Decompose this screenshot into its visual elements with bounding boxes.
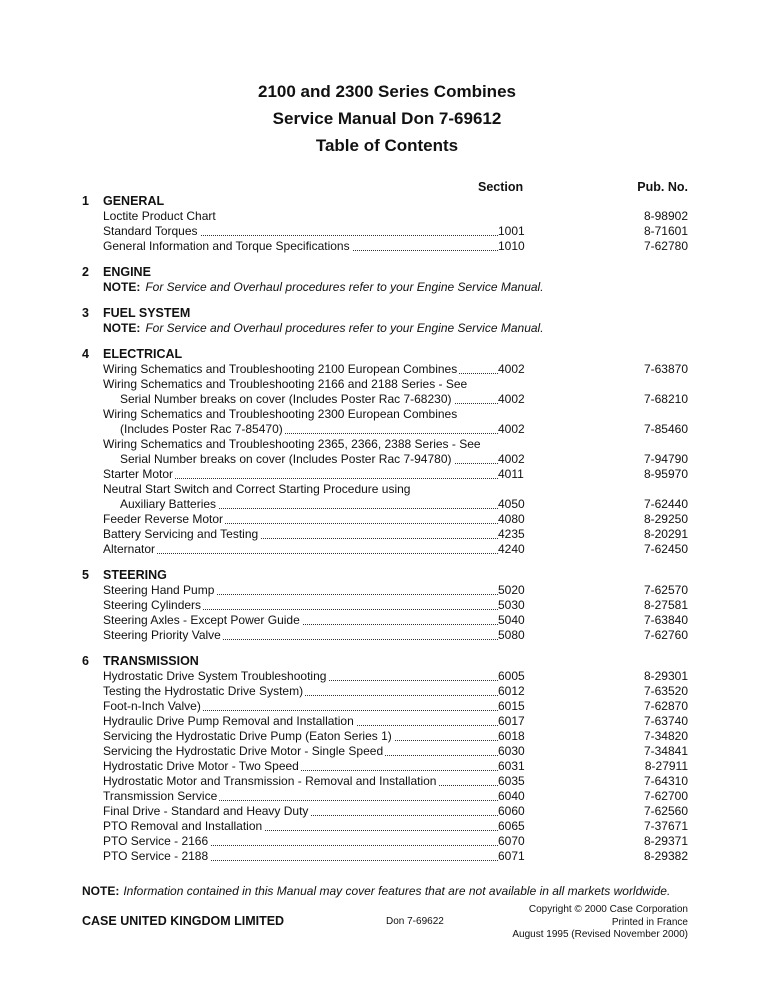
entry-title: Servicing the Hydrostatic Drive Motor - Single Speed [103, 744, 384, 758]
dot-leader [103, 628, 498, 643]
entry-pub-number: 7-63740 [643, 714, 688, 728]
section-number: 4 [82, 347, 89, 361]
entry-pub-number: 7-62440 [643, 497, 688, 511]
entry-pub-number: 8-98902 [643, 209, 688, 223]
section-note [103, 321, 774, 336]
entry-title: Foot-n-Inch Valve) [103, 699, 201, 713]
note-label: NOTE: [103, 321, 141, 335]
revision-date: August 1995 (Revised November 2000) [512, 929, 688, 940]
entry-pub-number: 8-71601 [643, 224, 688, 238]
toc-entry[interactable] [0, 467, 774, 482]
toc-entry[interactable] [0, 789, 774, 804]
footer-note-label: NOTE: [82, 884, 120, 898]
footer-note [82, 884, 670, 898]
toc-entry[interactable] [0, 684, 774, 699]
toc-entry-line [0, 437, 774, 452]
toc-entry-line [0, 224, 774, 239]
title-line-1: 2100 and 2300 Series Combines [258, 82, 516, 101]
section-title: STEERING [103, 568, 167, 582]
entry-pub-number: 8-29382 [643, 849, 688, 863]
section-title: ENGINE [103, 265, 151, 279]
toc-entry-line [0, 392, 774, 407]
toc-entry-line [0, 789, 774, 804]
toc-entry-line [0, 452, 774, 467]
entry-section-number: 4240 [498, 542, 525, 556]
entry-title: Wiring Schematics and Troubleshooting 2100 European Combines [103, 362, 458, 376]
entry-pub-number: 7-37671 [643, 819, 688, 833]
dot-leader [103, 729, 498, 744]
toc-entry[interactable] [0, 437, 774, 467]
dot-leader [103, 512, 498, 527]
entry-title: Hydrostatic Drive System Troubleshooting [103, 669, 327, 683]
toc-entry-line [0, 512, 774, 527]
entry-section-number: 6065 [498, 819, 525, 833]
footer-note-text: Information contained in this Manual may cover features that are not available in all markets worldwide. [123, 884, 671, 898]
entry-title: Standard Torques [103, 224, 198, 238]
toc-entry[interactable] [0, 512, 774, 527]
dot-leader [103, 774, 498, 789]
column-header-pub-no: Pub. No. [637, 180, 688, 194]
entry-title: Wiring Schematics and Troubleshooting 2300 European Combines [103, 407, 458, 421]
entry-title: Battery Servicing and Testing [103, 527, 259, 541]
toc-entry-line [0, 542, 774, 557]
dot-leader [103, 467, 498, 482]
section-number: 2 [82, 265, 89, 279]
entry-pub-number: 7-34841 [643, 744, 688, 758]
section-title: TRANSMISSION [103, 654, 199, 668]
toc-entry-line [0, 744, 774, 759]
dot-leader [103, 224, 498, 239]
section-heading [0, 265, 774, 280]
toc-entry[interactable] [0, 759, 774, 774]
entry-pub-number: 7-64310 [643, 774, 688, 788]
entry-pub-number: 7-62760 [643, 628, 688, 642]
entry-section-number: 4011 [498, 467, 524, 481]
section-number: 5 [82, 568, 89, 582]
printed-location: Printed in France [611, 916, 688, 928]
toc-entry-line [0, 239, 774, 254]
section-heading [0, 568, 774, 583]
dot-leader [103, 542, 498, 557]
section-heading [0, 306, 774, 321]
dot-leader [103, 613, 498, 628]
dot-leader [103, 759, 498, 774]
entry-section-number: 4235 [498, 527, 525, 541]
entry-pub-number: 8-95970 [643, 467, 688, 481]
toc-section-transmission [0, 654, 774, 864]
toc-section-engine [0, 265, 774, 295]
entry-section-number: 6005 [498, 669, 525, 683]
entry-title: Final Drive - Standard and Heavy Duty [103, 804, 309, 818]
dot-leader [103, 684, 498, 699]
toc-entry-line [0, 849, 774, 864]
copyright-block [512, 904, 688, 942]
dot-leader [120, 392, 498, 407]
dot-leader [103, 834, 498, 849]
toc-entry-line [0, 482, 774, 497]
entry-pub-number: 7-62570 [643, 583, 688, 597]
entry-section-number: 4050 [498, 497, 525, 511]
entry-section-number: 4080 [498, 512, 525, 526]
dot-leader [120, 497, 498, 512]
entry-title: Servicing the Hydrostatic Drive Pump (Eaton Series 1) [103, 729, 392, 743]
toc-entry[interactable] [0, 804, 774, 819]
company-name: CASE UNITED KINGDOM LIMITED [82, 914, 285, 928]
entry-pub-number: 7-34820 [643, 729, 688, 743]
toc-entry-line [0, 527, 774, 542]
entry-pub-number: 7-63520 [643, 684, 688, 698]
entry-section-number: 6071 [498, 849, 525, 863]
note-text: For Service and Overhaul procedures refer to your Engine Service Manual. [145, 321, 544, 335]
entry-section-number: 5040 [498, 613, 525, 627]
entry-section-number: 4002 [498, 452, 525, 466]
entry-section-number: 1001 [498, 224, 525, 238]
toc-entry-line [0, 377, 774, 392]
toc-entry[interactable] [0, 527, 774, 542]
dot-leader [103, 669, 498, 684]
copyright-text: Copyright © 2000 Case Corporation [528, 904, 688, 915]
dot-leader [103, 744, 498, 759]
section-number: 6 [82, 654, 89, 668]
section-note [103, 280, 774, 295]
toc-section-electrical [0, 347, 774, 557]
document-title [0, 78, 774, 159]
toc-entry[interactable] [0, 377, 774, 407]
toc-entry-line [0, 774, 774, 789]
section-heading [0, 347, 774, 362]
entry-section-number: 5030 [498, 598, 525, 612]
entry-section-number: 4002 [498, 422, 525, 436]
entry-title: Hydrostatic Drive Motor - Two Speed [103, 759, 299, 773]
toc-entry[interactable] [0, 239, 774, 254]
entry-section-number: 6060 [498, 804, 525, 818]
toc-entry-line [0, 422, 774, 437]
toc-entry[interactable] [0, 209, 774, 224]
toc-entry-line [0, 407, 774, 422]
entry-pub-number: 7-62870 [643, 699, 688, 713]
entry-pub-number: 8-29301 [643, 669, 688, 683]
dot-leader [103, 819, 498, 834]
entry-title: Wiring Schematics and Troubleshooting 2166 and 2188 Series - See [103, 377, 468, 391]
toc-entry[interactable] [0, 542, 774, 557]
entry-title: Serial Number breaks on cover (Includes Poster Rac 7-94780) [120, 452, 452, 466]
entry-section-number: 6035 [498, 774, 525, 788]
entry-section-number: 5020 [498, 583, 525, 597]
dot-leader [103, 527, 498, 542]
entry-section-number: 5080 [498, 628, 525, 642]
entry-pub-number: 7-63870 [643, 362, 688, 376]
toc-entry[interactable] [0, 699, 774, 714]
dot-leader [120, 452, 498, 467]
section-title: FUEL SYSTEM [103, 306, 191, 320]
entry-section-number: 4002 [498, 362, 525, 376]
toc-entry[interactable] [0, 774, 774, 789]
entry-title: (Includes Poster Rac 7-85470) [120, 422, 283, 436]
title-line-2: Service Manual Don 7-69612 [272, 109, 502, 128]
title-line-3: Table of Contents [315, 136, 459, 155]
toc-entry[interactable] [0, 482, 774, 512]
entry-section-number: 6040 [498, 789, 525, 803]
dot-leader [103, 789, 498, 804]
entry-pub-number: 8-20291 [643, 527, 688, 541]
entry-section-number: 6030 [498, 744, 525, 758]
dot-leader [120, 422, 498, 437]
section-title: ELECTRICAL [103, 347, 183, 361]
section-number: 1 [82, 194, 89, 208]
toc-entry[interactable] [0, 598, 774, 613]
entry-title: Neutral Start Switch and Correct Starting Procedure using [103, 482, 411, 496]
entry-section-number: 6012 [498, 684, 525, 698]
entry-section-number: 6070 [498, 834, 525, 848]
toc-entry-line [0, 729, 774, 744]
entry-title: Steering Axles - Except Power Guide [103, 613, 300, 627]
entry-section-number: 6015 [498, 699, 525, 713]
toc-entry-line [0, 628, 774, 643]
toc-entry-line [0, 497, 774, 512]
toc-entry-line [0, 613, 774, 628]
dot-leader [103, 849, 498, 864]
entry-title: Transmission Service [103, 789, 218, 803]
entry-title: Steering Priority Valve [103, 628, 221, 642]
toc-entry-line [0, 699, 774, 714]
entry-title: Wiring Schematics and Troubleshooting 2365, 2366, 2388 Series - See [103, 437, 481, 451]
column-header-section: Section [478, 180, 524, 194]
toc-section-steering [0, 568, 774, 643]
toc-entry[interactable] [0, 407, 774, 437]
toc-entry-line [0, 804, 774, 819]
entry-pub-number: 7-62450 [643, 542, 688, 556]
toc-entry[interactable] [0, 714, 774, 729]
entry-title: Hydrostatic Motor and Transmission - Removal and Installation [103, 774, 437, 788]
entry-title: PTO Service - 2188 [103, 849, 209, 863]
section-title: GENERAL [103, 194, 165, 208]
dot-leader [103, 714, 498, 729]
toc-entry[interactable] [0, 613, 774, 628]
section-heading [0, 654, 774, 669]
toc-entry[interactable] [0, 224, 774, 239]
dot-leader [103, 239, 498, 254]
entry-pub-number: 7-94790 [643, 452, 688, 466]
dot-leader [103, 362, 498, 377]
toc-entry[interactable] [0, 669, 774, 684]
toc-entry-line [0, 467, 774, 482]
entry-section-number: 4002 [498, 392, 525, 406]
toc-entry[interactable] [0, 849, 774, 864]
toc-entry[interactable] [0, 362, 774, 377]
entry-title: Serial Number breaks on cover (Includes Poster Rac 7-68230) [120, 392, 452, 406]
document-number: Don 7-69622 [386, 916, 444, 927]
note-label: NOTE: [103, 280, 141, 294]
entry-title: Hydraulic Drive Pump Removal and Installation [103, 714, 354, 728]
entry-pub-number: 7-62560 [643, 804, 688, 818]
entry-pub-number: 7-68210 [643, 392, 688, 406]
leader-dots [103, 553, 498, 554]
entry-pub-number: 8-27581 [643, 598, 688, 612]
toc-entry-line [0, 362, 774, 377]
toc-entry[interactable] [0, 583, 774, 598]
dot-leader [103, 583, 498, 598]
entry-title: Alternator [103, 542, 156, 556]
toc-entry[interactable] [0, 628, 774, 643]
toc-section-general [0, 194, 774, 254]
dot-leader [103, 598, 498, 613]
toc-entry[interactable] [0, 834, 774, 849]
toc-entry-line [0, 834, 774, 849]
toc-entry[interactable] [0, 744, 774, 759]
toc-section-fuel-system [0, 306, 774, 336]
toc-entry-line [0, 819, 774, 834]
toc-entry[interactable] [0, 729, 774, 744]
entry-title: Feeder Reverse Motor [103, 512, 224, 526]
note-text: For Service and Overhaul procedures refer to your Engine Service Manual. [145, 280, 544, 294]
toc-entry-line [0, 714, 774, 729]
entry-pub-number: 7-62780 [643, 239, 688, 253]
entry-section-number: 6018 [498, 729, 525, 743]
entry-title: Steering Cylinders [103, 598, 202, 612]
entry-title: Loctite Product Chart [103, 209, 216, 223]
entry-pub-number: 8-27911 [644, 759, 688, 773]
toc-entry-line [0, 209, 774, 224]
section-number: 3 [82, 306, 89, 320]
entry-title: PTO Removal and Installation [103, 819, 263, 833]
dot-leader [103, 699, 498, 714]
entry-pub-number: 7-62700 [643, 789, 688, 803]
entry-pub-number: 8-29371 [643, 834, 688, 848]
dot-leader [103, 804, 498, 819]
entry-pub-number: 7-85460 [643, 422, 688, 436]
entry-pub-number: 8-29250 [643, 512, 688, 526]
toc-entry-line [0, 759, 774, 774]
entry-title: Steering Hand Pump [103, 583, 215, 597]
toc-entry-line [0, 598, 774, 613]
toc-entry[interactable] [0, 819, 774, 834]
table-of-contents [0, 194, 774, 875]
section-heading [0, 194, 774, 209]
entry-pub-number: 7-63840 [643, 613, 688, 627]
entry-title: General Information and Torque Specifications [103, 239, 350, 253]
entry-section-number: 6031 [498, 759, 525, 773]
entry-title: Starter Motor [103, 467, 174, 481]
entry-title: Auxiliary Batteries [120, 497, 217, 511]
entry-title: Testing the Hydrostatic Drive System) [103, 684, 304, 698]
toc-entry-line [0, 669, 774, 684]
toc-entry-line [0, 684, 774, 699]
toc-entry-line [0, 583, 774, 598]
entry-section-number: 1010 [498, 239, 525, 253]
entry-section-number: 6017 [498, 714, 525, 728]
entry-title: PTO Service - 2166 [103, 834, 209, 848]
